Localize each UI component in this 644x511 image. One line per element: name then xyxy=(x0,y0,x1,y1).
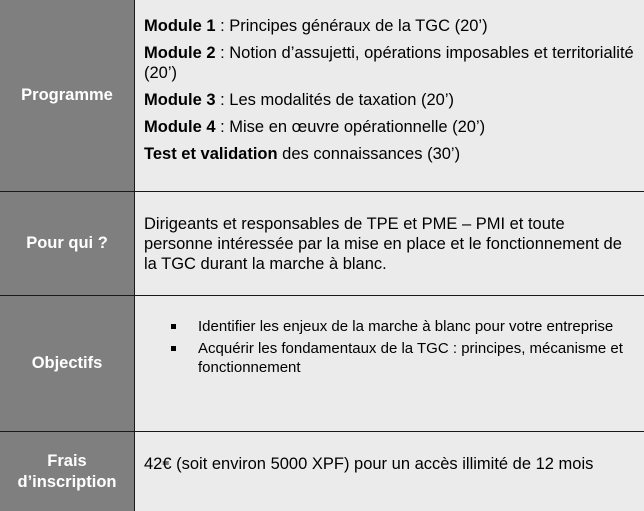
module-description: : Mise en œuvre opérationnelle (20’) xyxy=(215,118,486,136)
module-description: des connaissances (30’) xyxy=(277,145,461,163)
module-line xyxy=(144,144,638,164)
public-row xyxy=(0,192,644,296)
module-description: : Notion d’assujetti, opérations imposables et territorialité (20’) xyxy=(144,44,634,82)
fees-text: 42€ (soit environ 5000 XPF) pour un accès illimité de 12 mois xyxy=(135,432,644,511)
module-title: Module 2 xyxy=(144,44,216,62)
module-description: : Les modalités de taxation (20’) xyxy=(215,91,454,109)
programme-row xyxy=(0,0,644,192)
module-line xyxy=(144,43,638,83)
module-line xyxy=(144,90,638,110)
programme-content xyxy=(135,0,644,191)
module-line xyxy=(144,117,638,137)
objective-text: Identifier les enjeux de la marche à blanc pour votre entreprise xyxy=(198,318,614,335)
objectives-list xyxy=(144,296,638,377)
module-title: Module 4 xyxy=(144,118,216,136)
objective-text: Acquérir les fondamentaux de la TGC : principes, mécanisme et fonctionnement xyxy=(198,340,623,376)
module-description: : Principes généraux de la TGC (20’) xyxy=(215,17,488,35)
fees-row xyxy=(0,432,644,511)
objectives-label: Objectifs xyxy=(0,296,135,431)
objectives-row xyxy=(0,296,644,432)
module-title: Module 1 xyxy=(144,17,216,35)
square-bullet-icon xyxy=(171,324,176,329)
list-item xyxy=(171,339,638,377)
list-item xyxy=(171,317,638,336)
module-title: Test et validation xyxy=(144,145,278,163)
square-bullet-icon xyxy=(171,346,176,351)
module-line xyxy=(144,16,638,36)
programme-label: Programme xyxy=(0,0,135,191)
public-text: Dirigeants et responsables de TPE et PME – PMI et toute personne intéressée par la mise en place et le fonctionnement de la TGC durant la marche à blanc. xyxy=(135,192,644,295)
objectives-content xyxy=(135,296,644,431)
fees-label: Frais d’inscription xyxy=(0,432,135,511)
public-label: Pour qui ? xyxy=(0,192,135,295)
module-title: Module 3 xyxy=(144,91,216,109)
